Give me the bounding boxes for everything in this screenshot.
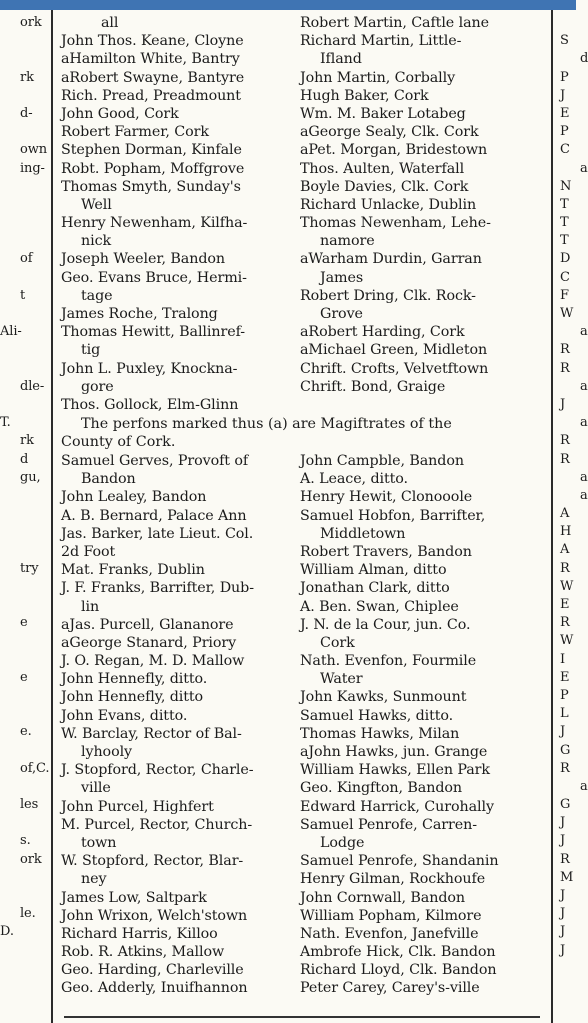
left-fragment-line	[0, 232, 40, 250]
directory-entry: aGeorge Sealy, Clk. Cork	[300, 124, 479, 141]
directory-entry: Thomas Hewitt, Ballinref-	[61, 324, 245, 341]
left-fragment-line	[0, 214, 40, 232]
left-fragment-line: ing-	[20, 160, 45, 176]
directory-entry: tig	[81, 342, 101, 359]
directory-entry: Stephen Dorman, Kinfale	[61, 142, 242, 159]
directory-entry: Chrift. Crofts, Velvetftown	[300, 360, 489, 377]
right-fragment-line: L	[560, 706, 569, 722]
left-fragment-line: e	[20, 669, 28, 685]
directory-entry: namore	[320, 233, 375, 250]
left-fragment-line	[0, 523, 40, 541]
left-fragment-line: T.	[0, 415, 11, 431]
directory-entry: Henry Gilman, Rockhoufe	[300, 871, 486, 888]
directory-column-b-lower	[300, 452, 545, 998]
directory-entry: James Roche, Tralong	[61, 306, 218, 322]
directory-entry: Thomas Hawks, Milan	[300, 725, 460, 742]
directory-entry: Richard Harris, Killoo	[61, 925, 218, 942]
directory-entry: Nath. Evenfon, Janefville	[300, 925, 479, 942]
left-fragment-line	[0, 487, 40, 505]
directory-entry: John Martin, Corbally	[300, 69, 456, 86]
directory-entry: aRobert Swayne, Bantyre	[61, 69, 245, 86]
directory-entry: A. Ben. Swan, Chiplee	[300, 598, 459, 615]
left-fragment-line: e.	[20, 724, 32, 740]
directory-entry: Chrift. Bond, Graige	[300, 378, 446, 395]
right-fragment-line: a	[580, 324, 588, 340]
directory-entry: Boyle Davies, Clk. Cork	[300, 178, 469, 195]
directory-entry: nick	[81, 233, 112, 250]
directory-entry: John Purcel, Highfert	[61, 798, 214, 815]
left-fragment-line	[0, 778, 40, 796]
directory-entry: Richard Lloyd, Clk. Bandon	[300, 962, 497, 979]
directory-entry: Lodge	[320, 834, 365, 851]
directory-entry: Robert Martin, Caftle lane	[300, 15, 489, 31]
right-fragment-line: C	[560, 142, 570, 158]
right-fragment-line: R	[560, 615, 570, 631]
column-rule-right	[551, 10, 553, 1023]
directory-entry: Robert Travers, Bandon	[300, 543, 472, 560]
directory-entry: gore	[81, 378, 114, 395]
left-fragment-line	[0, 178, 40, 196]
left-fragment-line	[0, 269, 40, 287]
right-fragment-line: A	[560, 542, 570, 558]
directory-entry: Cork	[320, 634, 355, 651]
directory-entry: Geo. Evans Bruce, Hermi-	[61, 269, 247, 286]
left-fragment-line	[0, 705, 40, 723]
directory-entry: William Alman, ditto	[300, 562, 447, 579]
column-rule-left	[51, 10, 53, 1023]
right-fragment-line: A	[560, 506, 570, 522]
left-fragment-line: d	[20, 451, 29, 467]
directory-entry: J. O. Regan, M. D. Mallow	[61, 653, 245, 670]
right-fragment-line: R	[560, 560, 570, 576]
left-fragment-line	[0, 687, 40, 705]
directory-column-b-upper	[300, 14, 545, 414]
directory-entry: Thomas Newenham, Lehe-	[300, 215, 491, 232]
left-column-fragments	[0, 14, 50, 978]
right-fragment-line: D	[560, 251, 571, 267]
directory-entry: aRobert Harding, Cork	[300, 324, 465, 341]
directory-column-a-upper	[61, 14, 298, 414]
right-fragment-line: T	[560, 196, 569, 212]
directory-entry: Ambrofe Hick, Clk. Bandon	[300, 944, 496, 961]
right-fragment-line: a	[580, 415, 588, 431]
directory-entry: John Hennefly, ditto.	[61, 671, 208, 688]
right-fragment-line: E	[560, 105, 570, 121]
right-fragment-line: E	[560, 669, 570, 685]
magistrates-note-line2: County of Cork.	[61, 434, 176, 451]
left-fragment-line: e	[20, 615, 28, 631]
left-fragment-line	[0, 196, 40, 214]
left-fragment-line	[0, 360, 40, 378]
left-fragment-line: rk	[20, 433, 34, 449]
left-fragment-line	[0, 541, 40, 559]
left-fragment-line: own	[20, 142, 48, 158]
left-fragment-line: Ali-	[0, 324, 22, 340]
directory-entry: Rob. R. Atkins, Mallow	[61, 944, 225, 961]
directory-entry: Hugh Baker, Cork	[300, 87, 429, 104]
directory-entry: John Hennefly, ditto	[61, 689, 204, 706]
right-fragment-line: P	[560, 687, 569, 703]
left-fragment-line: try	[20, 560, 39, 576]
left-fragment-line	[0, 505, 40, 523]
directory-entry: lyhooly	[81, 744, 133, 760]
directory-entry: Ifland	[320, 51, 362, 68]
right-fragment-line: R	[560, 342, 570, 358]
right-fragment-line: J	[560, 888, 566, 903]
directory-entry: William Popham, Kilmore	[300, 907, 482, 924]
left-fragment-line: rk	[20, 69, 34, 85]
directory-entry: aPet. Morgan, Bridestown	[300, 142, 488, 159]
left-fragment-line	[0, 305, 40, 323]
right-fragment-line: H	[560, 524, 572, 540]
top-blue-bar	[0, 0, 576, 10]
directory-entry: tage	[81, 287, 113, 304]
directory-entry: aGeorge Stanard, Priory	[61, 634, 237, 651]
right-fragment-line: T	[560, 233, 569, 249]
directory-entry: Thos. Aulten, Waterfall	[300, 160, 465, 177]
directory-entry: Richard Martin, Little-	[300, 33, 462, 50]
right-fragment-line: a	[580, 160, 588, 176]
directory-entry: Grove	[320, 306, 363, 322]
directory-entry: Geo. Kingfton, Bandon	[300, 780, 462, 797]
right-fragment-line: a	[580, 469, 588, 485]
left-fragment-line	[0, 869, 40, 887]
right-fragment-line: G	[560, 742, 571, 758]
directory-entry: Well	[81, 196, 112, 213]
directory-entry: John Wrixon, Welch'stown	[61, 907, 248, 924]
directory-entry: A. B. Bernard, Palace Ann	[61, 507, 247, 524]
right-fragment-line: a	[580, 487, 588, 503]
directory-entry: Thos. Gollock, Elm-Glinn	[61, 396, 239, 413]
right-fragment-line: M	[560, 869, 574, 885]
left-fragment-line	[0, 50, 40, 68]
directory-entry: Mat. Franks, Dublin	[61, 562, 205, 579]
directory-entry: aMichael Green, Midleton	[300, 342, 488, 359]
directory-entry: Robert Dring, Clk. Rock-	[300, 287, 476, 304]
directory-entry: Peter Carey, Carey's-ville	[300, 980, 480, 997]
directory-entry: John Thos. Keane, Cloyne	[61, 33, 244, 50]
left-fragment-line	[0, 942, 40, 960]
directory-entry: Samuel Penrofe, Carren-	[300, 816, 477, 833]
directory-entry: W. Stopford, Rector, Blar-	[61, 853, 244, 870]
left-fragment-line: ork	[20, 15, 42, 30]
right-fragment-line: W	[560, 306, 574, 321]
right-fragment-line: R	[560, 760, 570, 776]
left-fragment-line	[0, 32, 40, 50]
right-fragment-line: P	[560, 124, 569, 140]
right-fragment-line: J	[560, 833, 566, 849]
directory-entry: John Good, Cork	[61, 105, 179, 122]
left-fragment-line: dle-	[20, 378, 45, 394]
right-fragment-line: a	[580, 778, 588, 794]
directory-entry: Bandon	[81, 471, 136, 488]
left-fragment-line	[0, 742, 40, 760]
directory-entry: William Hawks, Ellen Park	[300, 762, 490, 779]
left-fragment-line	[0, 396, 40, 414]
directory-entry: Samuel Gerves, Provoft of	[61, 453, 249, 469]
directory-entry: Thomas Smyth, Sunday's	[61, 178, 241, 195]
directory-entry: Henry Hewit, Clonooole	[300, 489, 473, 506]
directory-entry: ney	[81, 871, 107, 888]
directory-column-a-lower	[61, 452, 298, 998]
right-fragment-line: J	[560, 906, 566, 922]
magistrates-note-line1: The perfons marked thus (a) are Magiftrates of the	[81, 416, 452, 432]
directory-entry: John Cornwall, Bandon	[300, 889, 465, 906]
directory-entry: aHamilton White, Bantry	[61, 51, 240, 68]
left-fragment-line: le.	[20, 906, 36, 922]
directory-entry: town	[81, 834, 117, 851]
directory-entry: J. F. Franks, Barrifter, Dub-	[61, 580, 254, 597]
right-fragment-line: a	[580, 378, 588, 394]
directory-entry: lin	[81, 598, 100, 615]
directory-entry	[300, 396, 545, 414]
directory-entry: Samuel Penrofe, Shandanin	[300, 853, 499, 870]
right-fragment-line: S	[560, 33, 569, 49]
directory-entry: Wm. M. Baker Lotabeg	[300, 105, 466, 122]
directory-entry: 2d Foot	[61, 543, 116, 560]
directory-entry: John Kawks, Sunmount	[300, 689, 467, 706]
directory-entry: Jonathan Clark, ditto	[300, 580, 450, 597]
directory-entry: Robt. Popham, Moffgrove	[61, 160, 245, 177]
left-fragment-line: gu,	[20, 469, 41, 485]
directory-entry: Samuel Hawks, ditto.	[300, 707, 454, 724]
directory-entry: John Evans, ditto.	[61, 707, 188, 724]
directory-entry: Nath. Evenfon, Fourmile	[300, 653, 477, 670]
right-fragment-line: G	[560, 797, 571, 813]
right-fragment-line: R	[560, 360, 570, 376]
right-fragment-line: J	[560, 815, 566, 831]
left-fragment-line	[0, 596, 40, 614]
right-fragment-line: d	[580, 51, 588, 67]
right-fragment-line: I	[560, 651, 566, 667]
right-fragment-line: W	[560, 578, 574, 594]
bottom-rule	[64, 1016, 540, 1018]
right-fragment-line: J	[560, 87, 566, 103]
right-fragment-line: E	[560, 597, 570, 612]
left-fragment-line: d-	[20, 105, 33, 121]
right-fragment-line: J	[560, 924, 566, 940]
left-fragment-line	[0, 887, 40, 905]
directory-entry: Edward Harrick, Curohally	[300, 798, 494, 815]
right-fragment-line: J	[560, 396, 566, 412]
directory-entry: Water	[320, 671, 363, 688]
directory-entry: W. Barclay, Rector of Bal-	[61, 725, 242, 742]
left-fragment-line	[0, 814, 40, 832]
directory-entry: aJohn Hawks, jun. Grange	[300, 744, 488, 760]
right-fragment-line: F	[560, 287, 569, 303]
right-fragment-line	[560, 14, 576, 32]
right-fragment-line: J	[560, 942, 566, 958]
directory-entry: Robert Farmer, Cork	[61, 124, 209, 141]
right-fragment-line: J	[560, 724, 566, 740]
right-fragment-line: W	[560, 633, 574, 649]
right-fragment-line: P	[560, 69, 569, 85]
right-fragment-line: N	[560, 178, 572, 194]
directory-entry: Geo. Harding, Charleville	[61, 962, 244, 979]
directory-entry: John Lealey, Bandon	[61, 489, 207, 506]
directory-entry: J. N. de la Cour, jun. Co.	[300, 616, 471, 633]
left-fragment-line	[0, 960, 40, 978]
directory-entry: James	[320, 269, 364, 286]
right-fragment-line: T	[560, 215, 569, 231]
left-fragment-line	[0, 578, 40, 596]
directory-entry: Richard Unlacke, Dublin	[300, 196, 477, 213]
right-fragment-line: R	[560, 851, 570, 867]
directory-entry: Rich. Pread, Preadmount	[61, 87, 241, 104]
left-fragment-line: t	[20, 287, 26, 303]
directory-entry: Jas. Barker, late Lieut. Col.	[61, 525, 254, 542]
directory-entry: John L. Puxley, Knockna-	[61, 360, 238, 377]
left-fragment-line	[0, 87, 40, 105]
left-fragment-line: of	[20, 251, 33, 267]
directory-entry: Samuel Hobfon, Barrifter,	[300, 507, 486, 524]
directory-entry: M. Purcel, Rector, Church-	[61, 816, 253, 833]
left-fragment-line: ork	[20, 851, 42, 867]
directory-entry: aJas. Purcell, Glananore	[61, 616, 234, 633]
magistrates-note	[61, 415, 545, 451]
directory-entry: ville	[81, 780, 111, 797]
directory-entry: Henry Newenham, Kilfha-	[61, 215, 248, 232]
right-fragment-line: C	[560, 269, 570, 285]
directory-entry: Geo. Adderly, Inuifhannon	[61, 980, 248, 997]
directory-entry: J. Stopford, Rector, Charle-	[61, 762, 254, 779]
right-column-fragments	[560, 14, 588, 960]
left-fragment-line: of,C.	[20, 760, 50, 776]
left-fragment-line	[0, 123, 40, 141]
directory-entry: Joseph Weeler, Bandon	[61, 251, 225, 268]
right-fragment-line: R	[560, 433, 570, 449]
directory-entry: James Low, Saltpark	[61, 889, 207, 906]
directory-entry: aWarham Durdin, Garran	[300, 251, 482, 268]
left-fragment-line	[0, 341, 40, 359]
left-fragment-line	[0, 632, 40, 650]
directory-entry: all	[101, 15, 119, 31]
left-fragment-line	[0, 651, 40, 669]
left-fragment-line: s.	[20, 833, 31, 849]
right-fragment-line: R	[560, 451, 570, 467]
directory-entry: A. Leace, ditto.	[300, 471, 408, 488]
directory-entry: Middletown	[320, 525, 406, 542]
directory-entry: John Campble, Bandon	[300, 453, 464, 469]
left-fragment-line: les	[20, 797, 39, 813]
left-fragment-line: D.	[0, 924, 14, 940]
